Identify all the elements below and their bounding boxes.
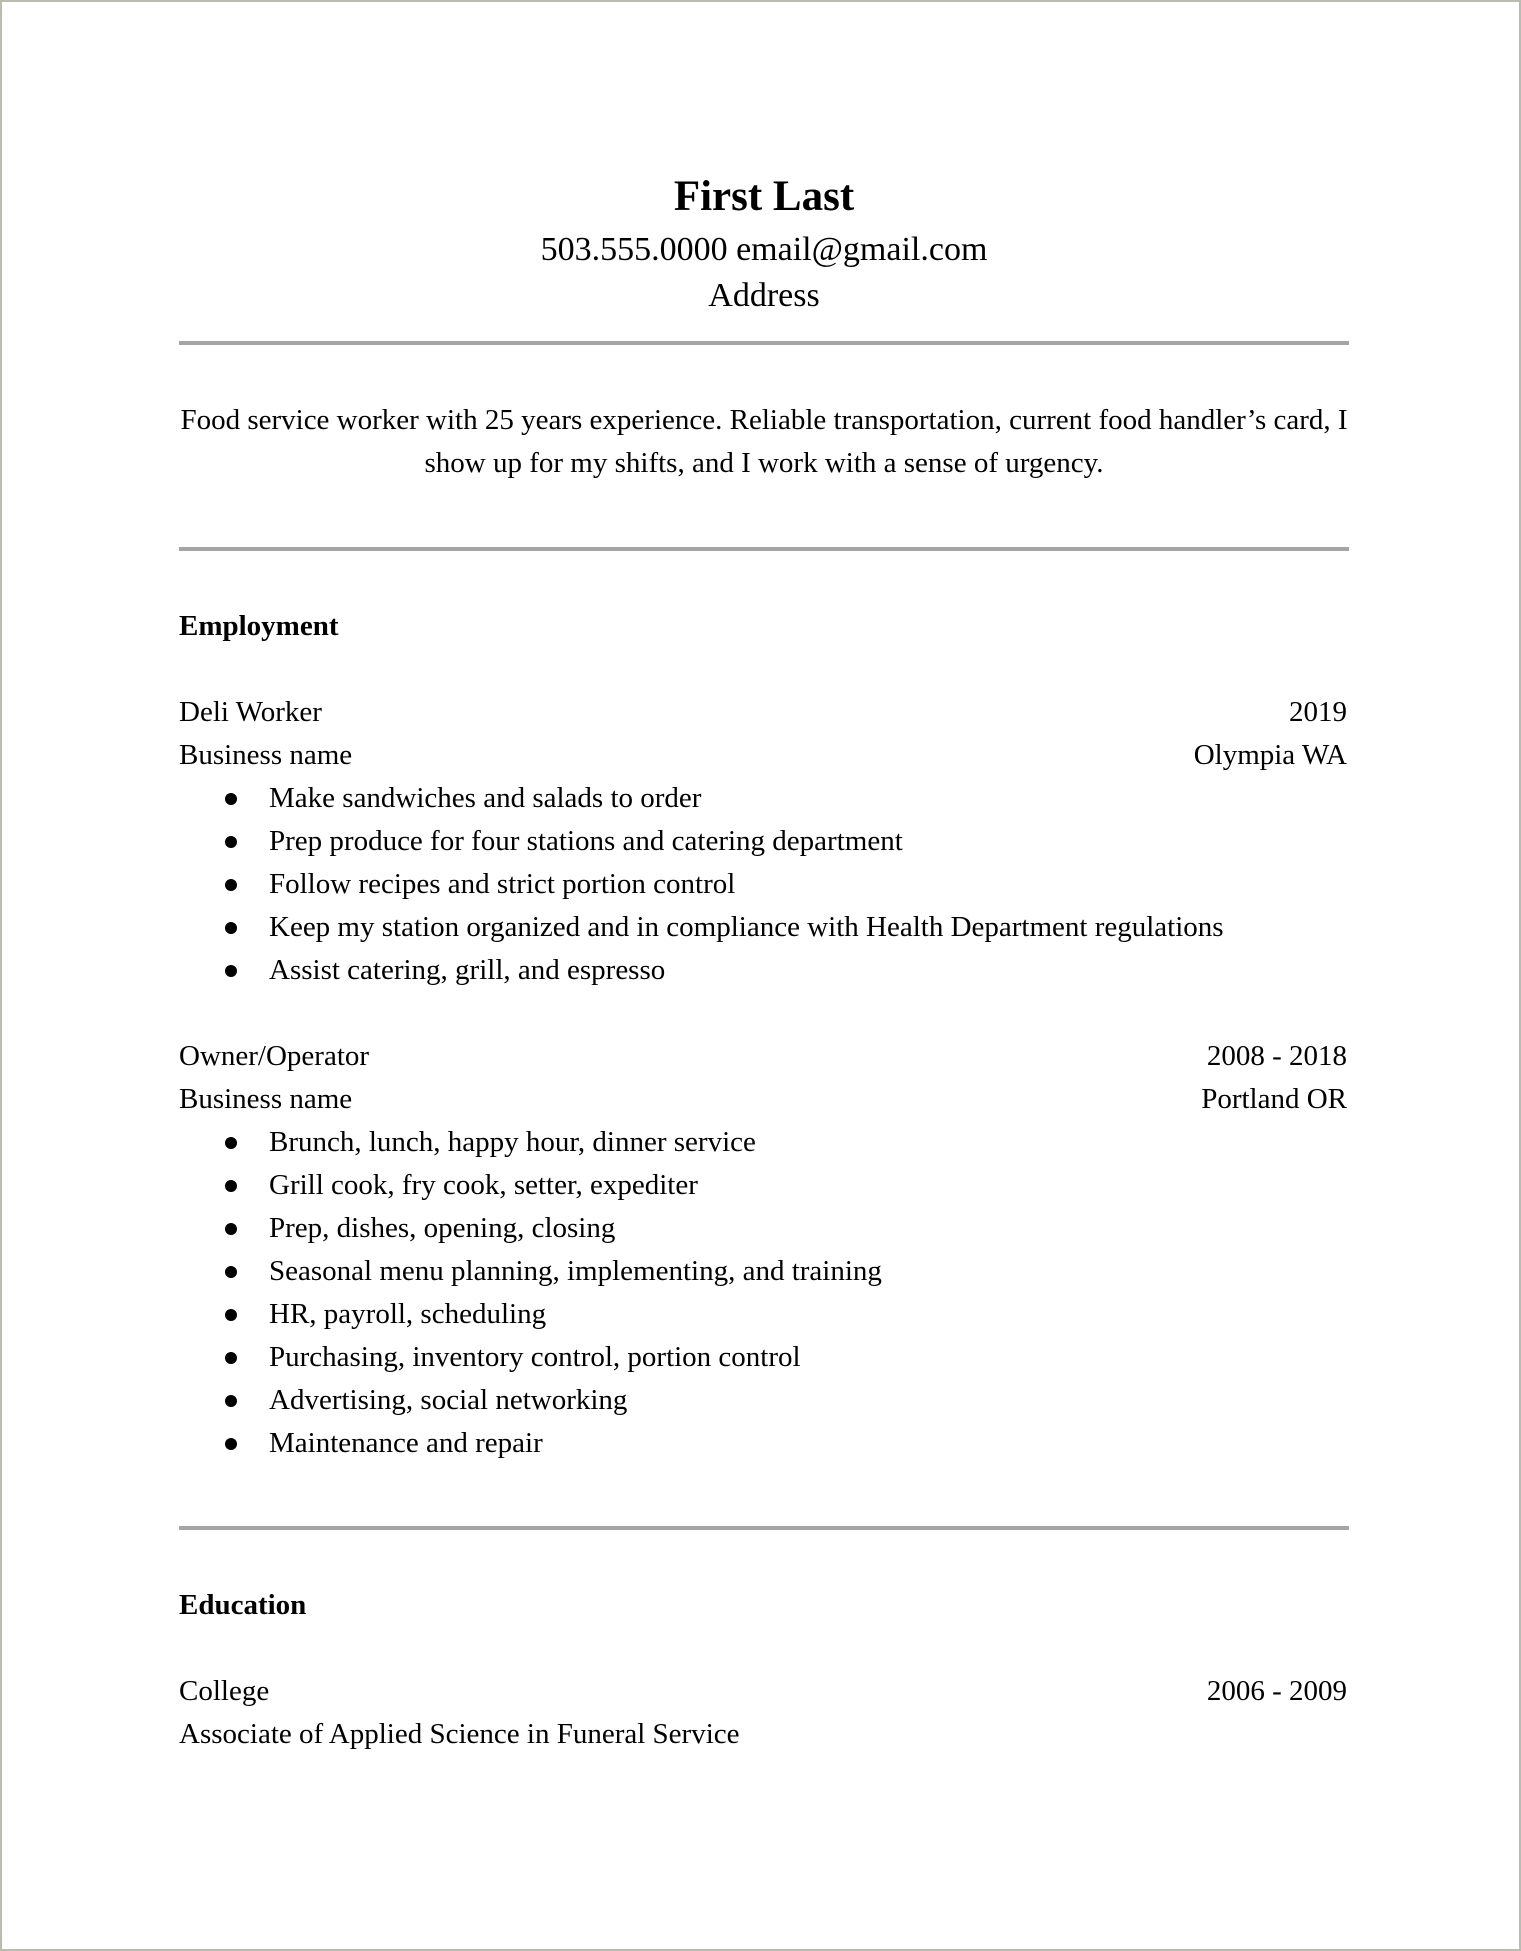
divider-header [179, 341, 1349, 345]
contact-line: 503.555.0000 email@gmail.com [540, 231, 988, 268]
job-location: Portland OR [1201, 1083, 1347, 1115]
duty-item: Brunch, lunch, happy hour, dinner service [179, 1121, 1347, 1164]
duty-item: Seasonal menu planning, implementing, and training [179, 1250, 1347, 1293]
divider-employment [179, 1526, 1349, 1530]
education-heading: Education [179, 1589, 307, 1621]
job-position: Deli Worker [179, 696, 322, 728]
duty-item: Keep my station organized and in compliance with Health Department regulations [179, 906, 1347, 949]
duty-item: Advertising, social networking [179, 1379, 1347, 1422]
education-school-row [179, 1670, 1347, 1713]
job-title-row [179, 1035, 1347, 1078]
duty-item: Make sandwiches and salads to order [179, 777, 1347, 820]
resume-header [179, 167, 1349, 319]
job-entry [179, 1035, 1347, 1465]
employment-heading: Employment [179, 610, 339, 642]
job-duties-list [179, 777, 1347, 992]
job-title-row [179, 691, 1347, 734]
education-degree: Associate of Applied Science in Funeral Service [179, 1718, 740, 1750]
job-dates: 2008 - 2018 [1206, 1040, 1347, 1072]
duty-item: Assist catering, grill, and espresso [179, 949, 1347, 992]
address-line: Address [708, 277, 820, 314]
education-school: College [179, 1675, 270, 1707]
job-business-row [179, 734, 1347, 777]
divider-summary [179, 547, 1349, 551]
duty-item: HR, payroll, scheduling [179, 1293, 1347, 1336]
job-duties-list [179, 1121, 1347, 1465]
job-position: Owner/Operator [179, 1040, 370, 1072]
job-dates: 2019 [1289, 696, 1347, 728]
summary-paragraph: Food service worker with 25 years experience. Reliable transportation, current food handler’s card, I show up for my shifts, and I work with a sense of urgency. [180, 404, 1348, 479]
education-degree-row [179, 1713, 1347, 1756]
job-location: Olympia WA [1193, 739, 1347, 771]
job-business: Business name [179, 739, 353, 771]
duty-item: Prep, dishes, opening, closing [179, 1207, 1347, 1250]
duty-item: Maintenance and repair [179, 1422, 1347, 1465]
duty-item: Prep produce for four stations and catering department [179, 820, 1347, 863]
duty-item: Follow recipes and strict portion control [179, 863, 1347, 906]
education-dates: 2006 - 2009 [1206, 1675, 1347, 1707]
duty-item: Grill cook, fry cook, setter, expediter [179, 1164, 1347, 1207]
person-name: First Last [673, 173, 855, 220]
job-entry [179, 691, 1347, 992]
education-entry [179, 1670, 1347, 1756]
job-business-row [179, 1078, 1347, 1121]
duty-item: Purchasing, inventory control, portion control [179, 1336, 1347, 1379]
job-business: Business name [179, 1083, 353, 1115]
